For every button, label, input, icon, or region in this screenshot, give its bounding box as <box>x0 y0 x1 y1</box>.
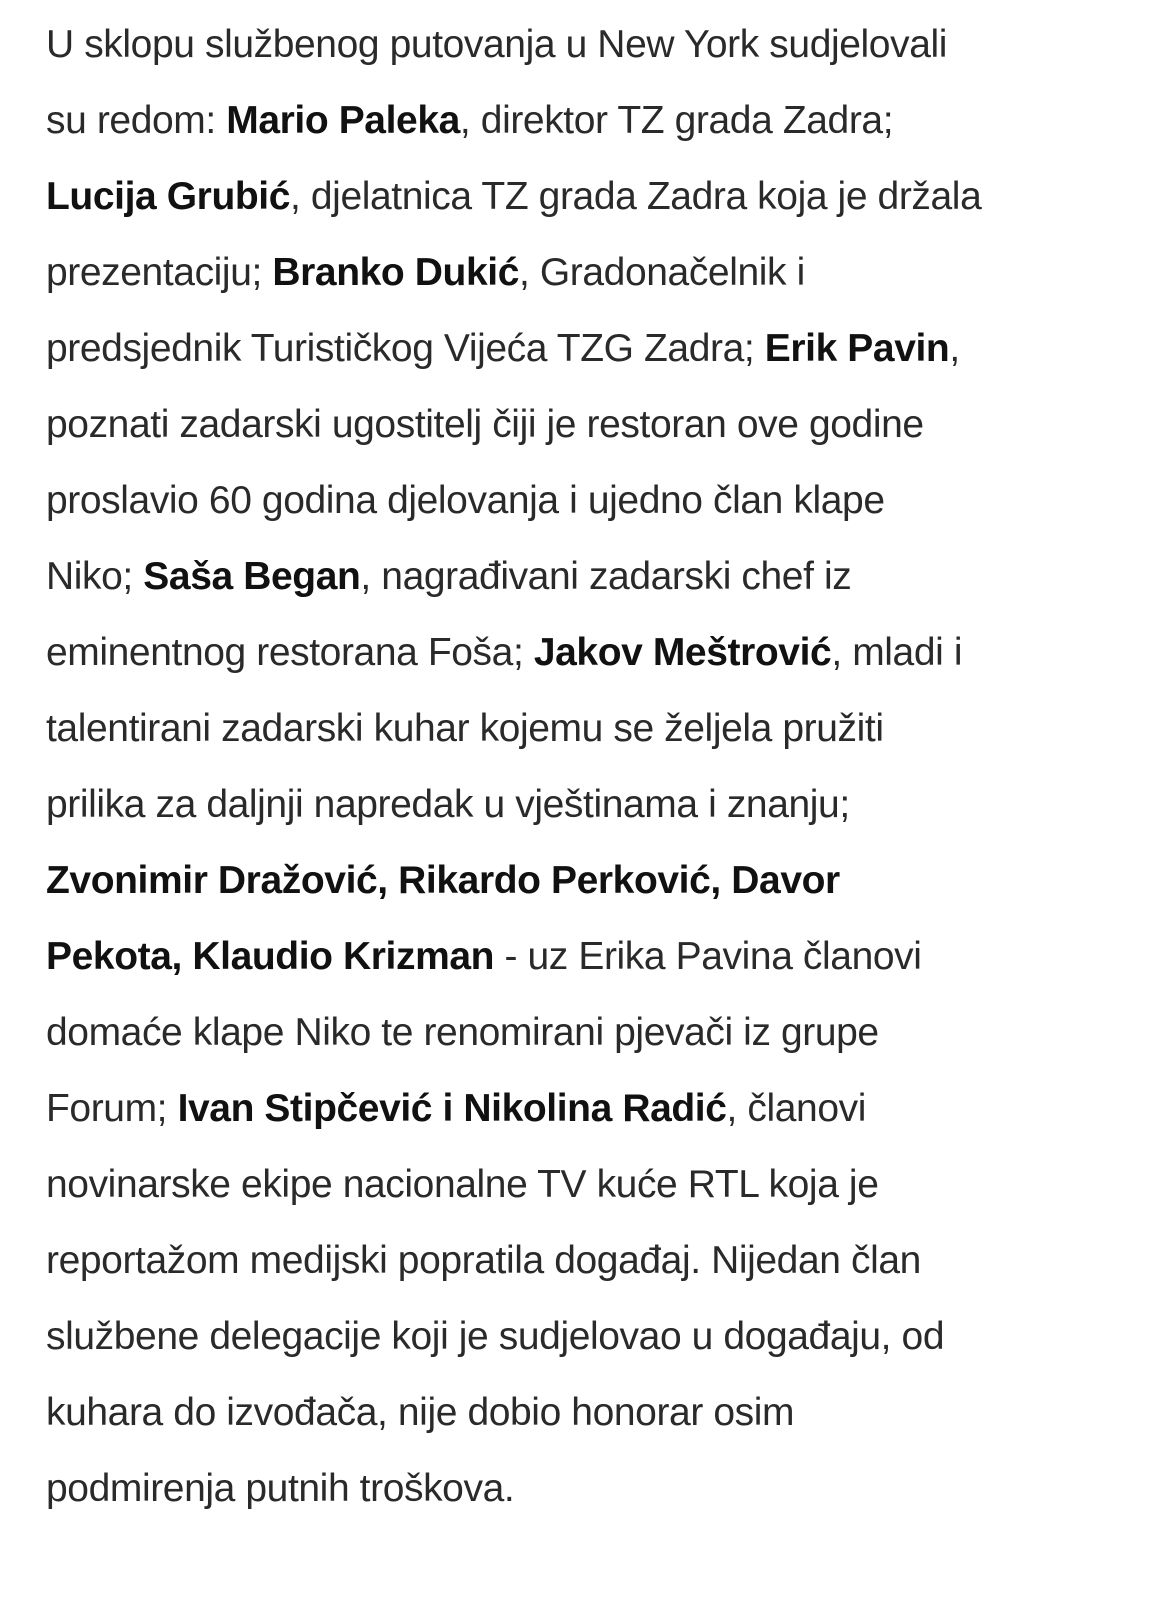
paragraph-line <box>46 919 1136 995</box>
body-text: , direktor TZ grada Zadra; <box>459 99 894 142</box>
paragraph-line <box>46 1071 1136 1147</box>
body-text: , nagrađivani zadarski chef iz <box>360 555 852 598</box>
body-text: proslavio 60 godina djelovanja i ujedno član klape <box>46 479 885 522</box>
paragraph-line <box>46 1147 1136 1223</box>
body-text: reportažom medijski popratila događaj. Nijedan član <box>46 1239 921 1282</box>
body-text: - uz Erika Pavina članovi <box>494 935 922 978</box>
paragraph-line <box>46 995 1136 1071</box>
person-name: Lucija Grubić <box>46 175 291 218</box>
person-name: Pekota, Klaudio Krizman <box>46 935 495 978</box>
person-name: Erik Pavin <box>764 327 950 370</box>
paragraph-line <box>46 691 1136 767</box>
body-text: Forum; <box>46 1087 178 1130</box>
body-text: , članovi <box>726 1087 867 1130</box>
body-text: prilika za daljnji napredak u vještinama i znanju; <box>46 783 850 826</box>
article-paragraph <box>46 7 1136 1527</box>
body-text: službene delegacije koji je sudjelovao u događaju, od <box>46 1315 945 1358</box>
paragraph-line <box>46 615 1136 691</box>
person-name: Saša Began <box>143 555 361 598</box>
body-text: talentirani zadarski kuhar kojemu se željela pružiti <box>46 707 884 750</box>
body-text: eminentnog restorana Foša; <box>46 631 534 674</box>
paragraph-line <box>46 1299 1136 1375</box>
person-name: Ivan Stipčević i Nikolina Radić <box>177 1087 727 1130</box>
body-text: kuhara do izvođača, nije dobio honorar osim <box>46 1391 795 1434</box>
paragraph-line <box>46 767 1136 843</box>
paragraph-line <box>46 7 1136 83</box>
body-text: , Gradonačelnik i <box>518 251 805 294</box>
body-text: , mladi i <box>831 631 963 674</box>
body-text: poznati zadarski ugostitelj čiji je restoran ove godine <box>46 403 924 446</box>
paragraph-line <box>46 1375 1136 1451</box>
person-name: Zvonimir Dražović, Rikardo Perković, Davor <box>46 859 840 902</box>
body-text: podmirenja putnih troškova. <box>46 1467 515 1510</box>
body-text: su redom: <box>46 99 227 142</box>
person-name: Mario Paleka <box>226 99 460 142</box>
person-name: Jakov Meštrović <box>533 631 832 674</box>
body-text: U sklopu službenog putovanja u New York sudjelovali <box>46 23 948 66</box>
body-text: , djelatnica TZ grada Zadra koja je držala <box>290 175 982 218</box>
paragraph-line <box>46 539 1136 615</box>
body-text: Niko; <box>46 555 144 598</box>
paragraph-line <box>46 311 1136 387</box>
paragraph-line <box>46 83 1136 159</box>
paragraph-line <box>46 387 1136 463</box>
paragraph-line <box>46 1223 1136 1299</box>
body-text: domaće klape Niko te renomirani pjevači iz grupe <box>46 1011 879 1054</box>
body-text: , <box>949 327 960 370</box>
paragraph-line <box>46 235 1136 311</box>
paragraph-line <box>46 1451 1136 1527</box>
body-text: predsjednik Turističkog Vijeća TZG Zadra; <box>46 327 765 370</box>
paragraph-line <box>46 463 1136 539</box>
paragraph-line <box>46 843 1136 919</box>
paragraph-line <box>46 159 1136 235</box>
body-text: novinarske ekipe nacionalne TV kuće RTL koja je <box>46 1163 879 1206</box>
person-name: Branko Dukić <box>272 251 519 294</box>
body-text: prezentaciju; <box>46 251 273 294</box>
